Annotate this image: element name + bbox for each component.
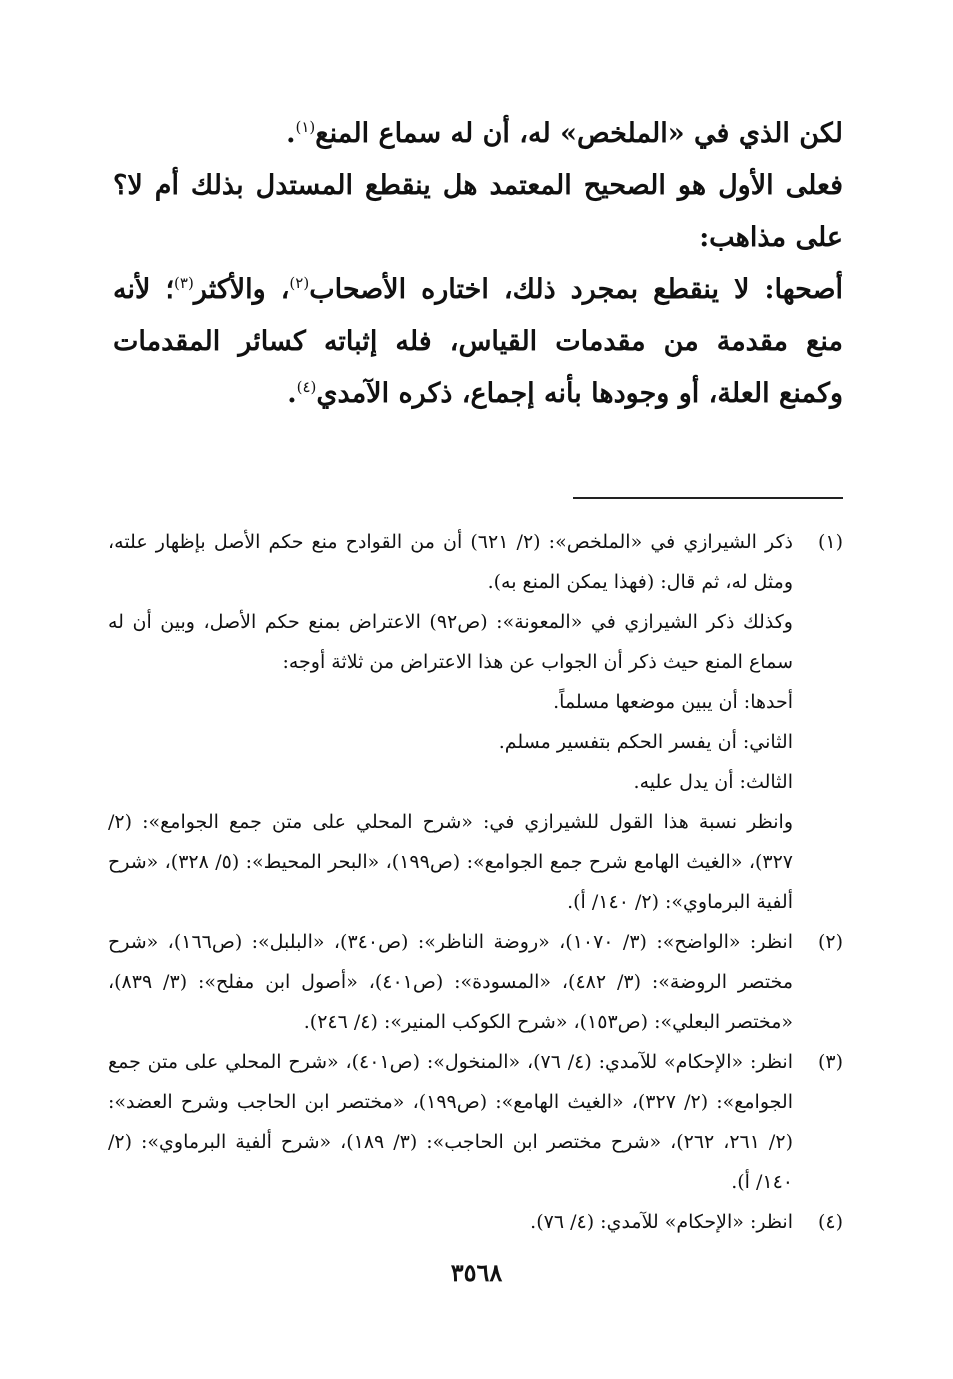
footnote-number: (١): [817, 531, 843, 553]
main-paragraph-1: [113, 108, 843, 160]
footnote-divider: [573, 497, 843, 499]
main-text: [113, 108, 843, 420]
footnote-ref[interactable]: (٤): [296, 378, 317, 396]
main-paragraph-2: [113, 160, 843, 264]
footnote-1: [108, 522, 843, 922]
main-line: لكن الذي في «الملخص» له، أن له سماع المنع: [315, 118, 843, 149]
main-line: فعلى الأول هو الصحيح المعتمد هل ينقطع المستدل بذلك أم لا؟ على مذاهب:: [113, 170, 843, 253]
punctuation: .: [286, 118, 296, 149]
main-line: أصحها: لا ينقطع بمجرد ذلك، اختاره الأصحاب: [309, 274, 843, 305]
footnote-body: [108, 1042, 793, 1202]
footnote-ref[interactable]: (٢): [289, 274, 310, 292]
footnote-number: (٤): [817, 1211, 843, 1233]
footnote-3: [108, 1042, 843, 1202]
main-line: لأنه منع مقدمة من مقدمات القياس، فله إثباته كسائر المقدمات وكمنع العلة، أو وجودها بأنه إجماع، ذكره الآمدي: [113, 274, 843, 409]
footnote-line: ذكر الشيرازي في «الملخص»: (٢/ ٦٢١) أن من القوادح منع حكم الأصل بإظهار علته، ومثل له، ثم قال: (فهذا يمكن المنع به).: [108, 531, 793, 593]
footnote-number: (٣): [817, 1051, 843, 1073]
page-number: ٣٥٦٨: [450, 1258, 503, 1287]
footnote-line: وانظر نسبة هذا القول للشيرازي في: «شرح المحلي على متن جمع الجوامع»: (٢/ ٣٢٧)، «الغيث الهامع شرح جمع الجوامع»: (ص١٩٩)، «البحر المحيط»: (٥/ ٣٢٨)، «شرح ألفية البرماوي»: (٢/ ١٤٠/ أ).: [108, 811, 793, 913]
footnote-ref[interactable]: (٣): [174, 274, 194, 292]
footnote-2: [108, 922, 843, 1042]
main-fragment: ، والأكثر: [193, 274, 290, 305]
footnote-4: [108, 1202, 843, 1242]
footnote-number: (٢): [817, 931, 843, 953]
footnote-body: [108, 522, 793, 922]
footnote-line: أحدها: أن يبين موضعها مسلماً.: [553, 691, 793, 713]
footnotes: [108, 522, 843, 1242]
punctuation: ؛: [165, 274, 175, 305]
punctuation: .: [287, 378, 297, 409]
footnote-line: الثالث: أن يدل عليه.: [633, 771, 793, 793]
footnote-line: وكذلك ذكر الشيرازي في «المعونة»: (ص٩٢) الاعتراض بمنع حكم الأصل، وبين أن له سماع المنع حيث ذكر أن الجواب عن هذا الاعتراض من ثلاثة أوجه:: [108, 611, 793, 673]
main-paragraph-3: [113, 264, 843, 420]
footnote-line: انظر: «الواضح»: (٣/ ١٠٧٠)، «روضة الناظر»: (ص٣٤٠)، «البلبل»: (ص١٦٦)، «شرح مختصر الروضة»: (٣/ ٤٨٢)، «المسودة»: (ص٤٠١)، «أصول ابن مفلح»: (٣/ ٨٣٩)، «مختصر البعلي»: (ص١٥٣)، «شرح الكوكب المنير»: (٤/ ٢٤٦).: [108, 931, 794, 1033]
footnote-line: انظر: «الإحكام» للآمدي: (٤/ ٧٦)، «المنخول»: (ص٤٠١)، «شرح المحلي على متن جمع الجوامع»: (٢/ ٣٢٧)، «الغيث الهامع»: (ص١٩٩)، «مختصر ابن الحاجب وشرح العضد»: (٢/ ٢٦١، ٢٦٢)، «شرح مختصر ابن الحاجب»: (٣/ ١٨٩)، «شرح ألفية البرماوي»: (٢/ ١٤٠/ أ).: [108, 1051, 793, 1193]
footnote-ref[interactable]: (١): [295, 118, 316, 136]
footnote-body: [108, 1202, 793, 1242]
footnote-line: الثاني: أن يفسر الحكم بتفسير مسلم.: [498, 731, 793, 753]
footnote-line: انظر: «الإحكام» للآمدي: (٤/ ٧٦).: [530, 1211, 793, 1233]
footnote-body: [108, 922, 793, 1042]
